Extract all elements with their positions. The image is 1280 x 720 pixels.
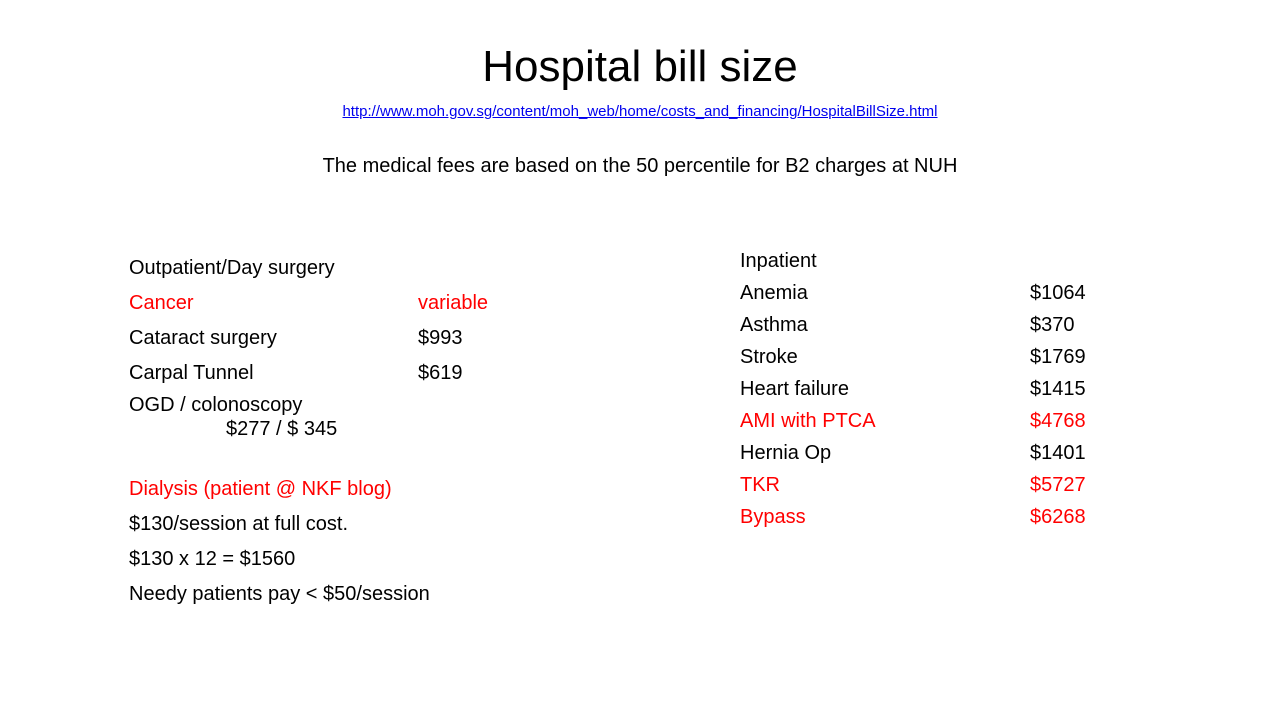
item-value: $1064: [1030, 282, 1086, 304]
item-value: $6268: [1030, 506, 1086, 528]
item-value: $1769: [1030, 346, 1086, 368]
item-label: Anemia: [740, 282, 808, 304]
inpatient-section: [740, 245, 1160, 533]
item-value: $277 / $ 345: [226, 418, 338, 440]
item-label: Asthma: [740, 314, 808, 336]
inpatient-item: [740, 501, 1160, 533]
dialysis-header: Dialysis (patient @ NKF blog): [129, 478, 392, 500]
dialysis-line: Needy patients pay < $50/session: [129, 583, 430, 605]
item-label: Hernia Op: [740, 442, 832, 464]
item-value: $5727: [1030, 474, 1086, 496]
outpatient-header: Outpatient/Day surgery: [129, 257, 335, 279]
outpatient-item: [129, 288, 689, 318]
inpatient-header: Inpatient: [740, 250, 817, 272]
inpatient-item: [740, 373, 1160, 405]
dialysis-line: $130/session at full cost.: [129, 513, 349, 535]
outpatient-item-ogd: [129, 393, 689, 441]
inpatient-item: [740, 309, 1160, 341]
item-label: AMI with PTCA: [740, 410, 876, 432]
item-value: $619: [418, 362, 463, 384]
inpatient-item: [740, 405, 1160, 437]
item-value: variable: [418, 292, 489, 314]
outpatient-item: [129, 358, 689, 388]
slide-title: Hospital bill size: [482, 42, 798, 91]
outpatient-item: [129, 323, 689, 353]
outpatient-section: [129, 253, 689, 614]
item-label: Bypass: [740, 506, 806, 528]
item-label: OGD / colonoscopy: [129, 394, 303, 416]
inpatient-item: [740, 277, 1160, 309]
item-label: Carpal Tunnel: [129, 362, 254, 384]
item-label: TKR: [740, 474, 780, 496]
item-value: $993: [418, 327, 463, 349]
inpatient-item: [740, 341, 1160, 373]
item-value: $1401: [1030, 442, 1086, 464]
item-label: Cataract surgery: [129, 327, 277, 349]
item-label: Heart failure: [740, 378, 849, 400]
slide-subtitle: The medical fees are based on the 50 percentile for B2 charges at NUH: [322, 155, 958, 177]
item-label: Cancer: [129, 292, 194, 314]
inpatient-item: [740, 469, 1160, 501]
item-value: $1415: [1030, 378, 1086, 400]
item-value: $370: [1030, 314, 1075, 336]
item-label: Stroke: [740, 346, 798, 368]
item-value: $4768: [1030, 410, 1086, 432]
source-link[interactable]: http://www.moh.gov.sg/content/moh_web/home/costs_and_financing/HospitalBillSize.html: [342, 103, 938, 120]
dialysis-line: $130 x 12 = $1560: [129, 548, 296, 570]
inpatient-item: [740, 437, 1160, 469]
